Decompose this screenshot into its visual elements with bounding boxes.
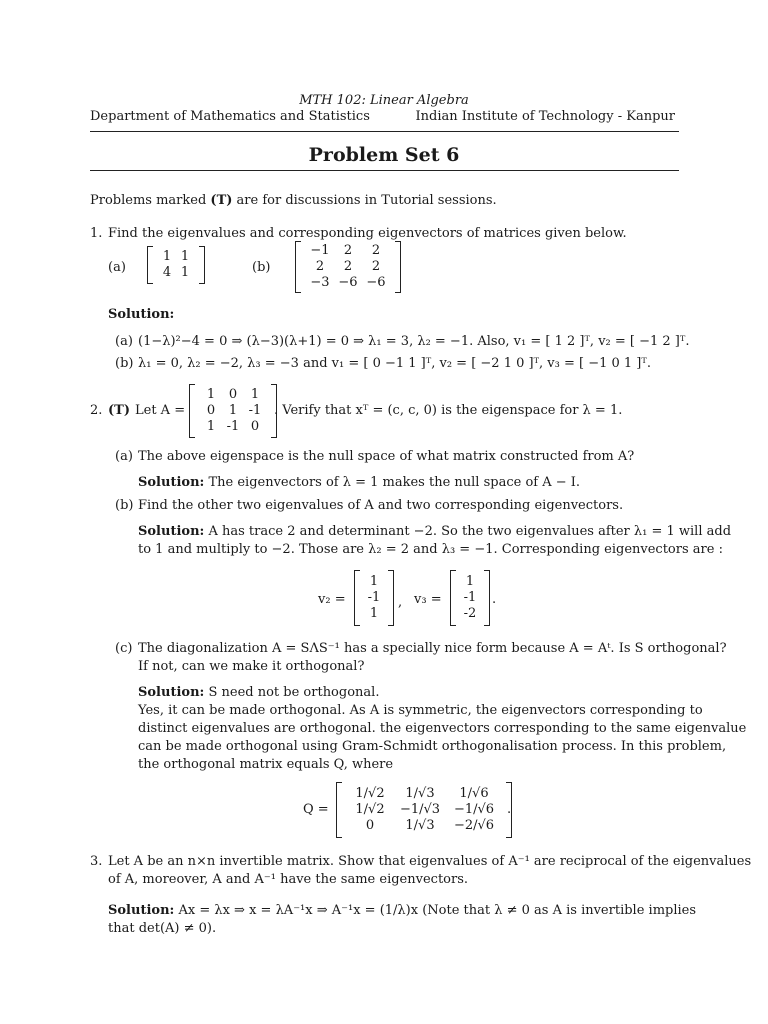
tutorial-mark: (T) (108, 403, 130, 418)
p2-c-solution-1: Solution: S need not be orthogonal. (138, 685, 380, 700)
p2-c-label: (c) (115, 641, 133, 656)
matrix-Q-entry: −1/√3 (399, 802, 441, 817)
vector-v3-entry: 1 (465, 574, 475, 589)
matrix-Q-entry: 1/√3 (405, 786, 435, 801)
problem-3-number: 3. (90, 854, 103, 869)
matrix-1b-entry: 2 (315, 259, 325, 274)
p2-c-solution-4: can be made orthogonal using Gram-Schmidt orthogonalisation process. In this problem, (138, 739, 727, 754)
p1-label-a: (a) (108, 260, 126, 275)
matrix-A-entry: 1 (228, 403, 238, 418)
vector-v2-entry: 1 (369, 574, 379, 589)
v3-label: v₃ = (414, 592, 442, 607)
p2-b-question: Find the other two eigenvalues of A and two corresponding eigenvectors. (138, 498, 624, 513)
vector-v3-entry: -2 (463, 606, 477, 621)
problem-1-text: Find the eigenvalues and corresponding eigenvectors of matrices given below. (108, 226, 627, 241)
p1-label-b: (b) (252, 260, 271, 275)
p2-b-solution-1: Solution: A has trace 2 and determinant −2. So the two eigenvalues after λ₁ = 1 will add (138, 524, 732, 539)
matrix-A-entry: -1 (248, 403, 262, 418)
p2-c-question-2: If not, can we make it orthogonal? (138, 659, 365, 674)
matrix-Q-entry: 1/√2 (355, 802, 385, 817)
v2-comma: , (398, 595, 403, 610)
matrix-Q-entry: 1/√3 (405, 818, 435, 833)
course-title: MTH 102: Linear Algebra (299, 93, 469, 108)
p1-solution-label: Solution: (108, 307, 175, 322)
p2-c-solution-5: the orthogonal matrix equals Q, where (138, 757, 394, 772)
matrix-A-entry: 1 (206, 387, 216, 402)
matrix-A-entry: 0 (250, 419, 260, 434)
vector-v2-entry: -1 (367, 590, 381, 605)
p1-sol-b-label: (b) (115, 356, 134, 371)
q-label: Q = (303, 802, 329, 817)
p2-a-label: (a) (115, 449, 133, 464)
matrix-1b-entry: −1 (310, 243, 330, 258)
matrix-A (189, 384, 277, 438)
matrix-A-entry: 0 (228, 387, 238, 402)
matrix-A-entry: 1 (250, 387, 260, 402)
v2-label: v₂ = (318, 592, 346, 607)
tutorial-mark: (T) (210, 193, 233, 208)
problem-3-text-1: Let A be an n×n invertible matrix. Show that eigenvalues of A⁻¹ are reciprocal of the eigenvalues (108, 854, 752, 869)
p2-c-solution-2: Yes, it can be made orthogonal. As A is symmetric, the eigenvectors corresponding to (138, 703, 703, 718)
q-period: . (507, 802, 512, 817)
matrix-1b-entry: 2 (371, 243, 381, 258)
matrix-Q-entry: −2/√6 (453, 818, 495, 833)
matrix-Q (336, 782, 512, 838)
p2-let: Let A = (135, 403, 186, 418)
matrix-1a-entry: 1 (180, 249, 190, 264)
problem-1-number: 1. (90, 226, 103, 241)
matrix-A-entry: -1 (226, 419, 240, 434)
matrix-Q-entry: 0 (365, 818, 375, 833)
matrix-A-entry: 0 (206, 403, 216, 418)
p1-sol-a-label: (a) (115, 334, 133, 349)
p2-a-question: The above eigenspace is the null space of what matrix constructed from A? (138, 449, 635, 464)
matrix-A-entry: 1 (206, 419, 216, 434)
matrix-1b-entry: −6 (366, 275, 386, 290)
p2-c-solution-3: distinct eigenvalues are orthogonal. the eigenvectors corresponding to the same eigenvalue (138, 721, 747, 736)
p2-c-question-1: The diagonalization A = SΛS⁻¹ has a specially nice form because A = Aᵗ. Is S orthogonal? (138, 641, 727, 656)
intro-text: Problems marked (T) are for discussions in Tutorial sessions. (90, 193, 497, 208)
matrix-1a-entry: 1 (162, 249, 172, 264)
matrix-1a-entry: 4 (162, 265, 172, 280)
v3-period: . (492, 592, 497, 607)
p2-b-solution-2: to 1 and multiply to −2. Those are λ₂ = 2 and λ₃ = −1. Corresponding eigenvectors are : (138, 542, 723, 557)
p2-b-label: (b) (115, 498, 134, 513)
matrix-1b-entry: 2 (371, 259, 381, 274)
p2-verify: . Verify that xᵀ = (c, c, 0) is the eigenspace for λ = 1. (274, 403, 623, 418)
matrix-1b-entry: −6 (338, 275, 358, 290)
institute-name: Indian Institute of Technology - Kanpur (415, 109, 675, 124)
matrix-Q-entry: −1/√6 (453, 802, 495, 817)
matrix-1b (295, 241, 401, 293)
p1-sol-b: λ₁ = 0, λ₂ = −2, λ₃ = −3 and v₁ = [ 0 −1 1 ]ᵀ, v₂ = [ −2 1 0 ]ᵀ, v₃ = [ −1 0 1 ]ᵀ. (138, 356, 651, 371)
matrix-1b-entry: 2 (343, 243, 353, 258)
matrix-1b-entry: −3 (310, 275, 330, 290)
p1-sol-a: (1−λ)²−4 = 0 ⇒ (λ−3)(λ+1) = 0 ⇒ λ₁ = 3, λ₂ = −1. Also, v₁ = [ 1 2 ]ᵀ, v₂ = [ −1 2 ]ᵀ. (138, 334, 690, 349)
vector-v2 (354, 570, 394, 626)
p2-a-solution: Solution: The eigenvectors of λ = 1 makes the null space of A − I. (138, 475, 581, 490)
p3-solution-2: that det(A) ≠ 0). (108, 921, 217, 936)
header-rule-top (90, 131, 679, 132)
p3-solution-1: Solution: Ax = λx ⇒ x = λA⁻¹x ⇒ A⁻¹x = (1/λ)x (Note that λ ≠ 0 as A is invertible implies (108, 903, 697, 918)
matrix-1a (147, 246, 205, 284)
matrix-1b-entry: 2 (343, 259, 353, 274)
matrix-1a-entry: 1 (180, 265, 190, 280)
header-rule-bottom (90, 170, 679, 171)
problem-3-text-2: of A, moreover, A and A⁻¹ have the same eigenvectors. (108, 872, 469, 887)
matrix-Q-entry: 1/√2 (355, 786, 385, 801)
problem-2-number: 2. (90, 403, 103, 418)
department-name: Department of Mathematics and Statistics (90, 109, 370, 124)
vector-v3-entry: -1 (463, 590, 477, 605)
vector-v3 (450, 570, 490, 626)
matrix-Q-entry: 1/√6 (459, 786, 489, 801)
page-title: Problem Set 6 (308, 144, 460, 166)
vector-v2-entry: 1 (369, 606, 379, 621)
